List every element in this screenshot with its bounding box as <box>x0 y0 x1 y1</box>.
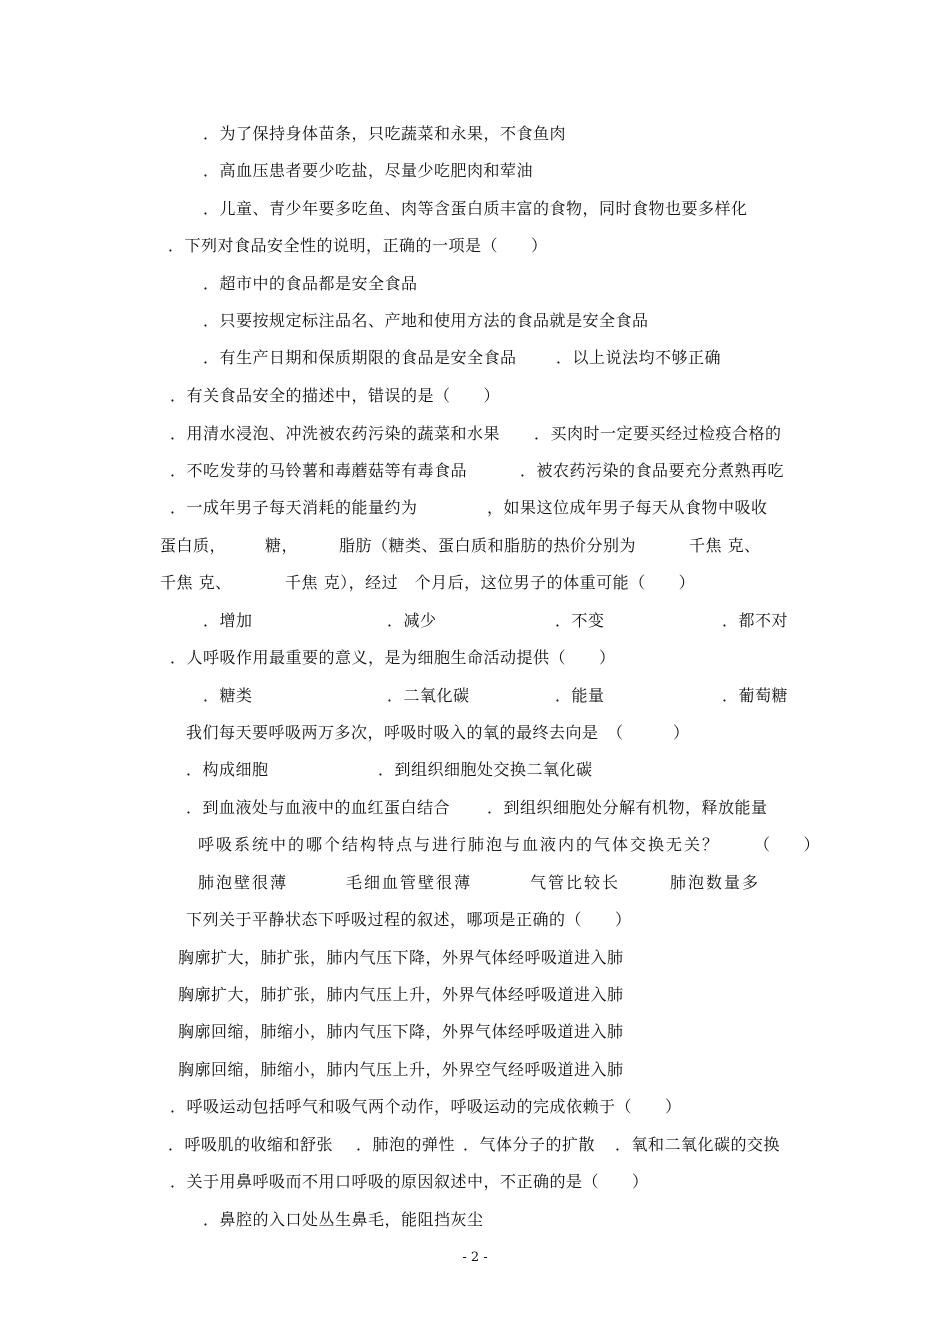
option-text: 毛细血管壁很薄 <box>346 873 473 892</box>
option-text: ．只要按规定标注品名、产地和使用方法的食品就是安全食品 <box>203 311 649 330</box>
option-text: ．到组织细胞处交换二氧化碳 <box>378 760 593 779</box>
option-text: ．买肉时一定要买经过检疫合格的 <box>534 424 782 443</box>
option-text: 肺泡数量多 <box>670 873 761 892</box>
question-text: 千焦 克），经过 个月后，这位男子的体重可能（ ） <box>285 573 696 592</box>
option-text: ．被农药污染的食品要充分煮熟再吃 <box>520 461 785 480</box>
option-text: ．减少 <box>387 611 437 630</box>
question-text: 呼吸系统中的哪个结构特点与进行肺泡与血液内的气体交换无关？ <box>198 835 721 854</box>
option-text: ．氧和二氧化碳的交换 <box>615 1135 781 1154</box>
question-text: 我们每天要呼吸两万多次，呼吸时吸入的氧的最终去向是 （ ） <box>186 723 690 742</box>
option-text: ．用清水浸泡、冲洗被农药污染的蔬菜和水果 <box>170 424 501 443</box>
option-text: ．鼻腔的入口处丛生鼻毛，能阻挡灰尘 <box>203 1210 484 1229</box>
page-number: - 2 - <box>462 1250 488 1265</box>
option-text: ．儿童、青少年要多吃鱼、肉等含蛋白质丰富的食物，同时食物也要多样化 <box>203 199 748 218</box>
question-text: ．有关食品安全的描述中，错误的是（ ） <box>170 386 501 405</box>
option-text: ．不吃发芽的马铃薯和毒蘑菇等有毒食品 <box>170 461 468 480</box>
question-text: ．下列对食品安全性的说明，正确的一项是（ ） <box>168 236 548 255</box>
option-text: ．葡萄糖 <box>722 686 789 705</box>
option-text: ．气体分子的扩散 <box>463 1135 596 1154</box>
question-text: （ ） <box>754 835 821 854</box>
question-text: ．呼吸运动包括呼气和吸气两个动作，呼吸运动的完成依赖于（ ） <box>170 1097 682 1116</box>
question-text: ，如果这位成年男子每天从食物中吸收 <box>487 498 768 517</box>
question-text: 千焦 克、 <box>689 536 761 555</box>
option-text: ．到血液处与血液中的血红蛋白结合 <box>186 798 451 817</box>
question-text: 蛋白质， <box>160 536 227 555</box>
question-text: ．人呼吸作用最重要的意义，是为细胞生命活动提供（ ） <box>170 648 616 667</box>
question-text: 下列关于平静状态下呼吸过程的叙述，哪项是正确的（ ） <box>186 910 632 929</box>
option-text: 气管比较长 <box>530 873 621 892</box>
option-text: 胸廓回缩，肺缩小，肺内气压上升，外界空气经呼吸道进入肺 <box>178 1060 624 1079</box>
option-text: 胸廓回缩，肺缩小，肺内气压下降，外界气体经呼吸道进入肺 <box>178 1022 624 1041</box>
option-text: 肺泡壁很薄 <box>198 873 289 892</box>
question-text: 千焦 克、 <box>160 573 232 592</box>
option-text: ．不变 <box>555 611 605 630</box>
option-text: ．呼吸肌的收缩和舒张 <box>168 1135 334 1154</box>
question-text: 糖， <box>265 536 299 555</box>
question-text: 脂肪（糖类、蛋白质和脂肪的热价分别为 <box>339 536 637 555</box>
question-text: ．关于用鼻呼吸而不用口呼吸的原因叙述中，不正确的是（ ） <box>170 1172 649 1191</box>
option-text: ．到组织细胞处分解有机物，释放能量 <box>487 798 768 817</box>
option-text: ．高血压患者要少吃盐，尽量少吃肥肉和荤油 <box>203 161 534 180</box>
option-text: ．糖类 <box>203 686 253 705</box>
option-text: ．为了保持身体苗条，只吃蔬菜和永果，不食鱼肉 <box>203 124 567 143</box>
option-text: ．以上说法均不够正确 <box>556 348 722 367</box>
option-text: 胸廓扩大，肺扩张，肺内气压上升，外界气体经呼吸道进入肺 <box>178 985 624 1004</box>
option-text: ．二氧化碳 <box>387 686 470 705</box>
option-text: ．构成细胞 <box>186 760 269 779</box>
option-text: ．能量 <box>555 686 605 705</box>
option-text: 胸廓扩大，肺扩张，肺内气压下降，外界气体经呼吸道进入肺 <box>178 948 624 967</box>
option-text: ．肺泡的弹性 <box>356 1135 456 1154</box>
option-text: ．增加 <box>203 611 253 630</box>
option-text: ．超市中的食品都是安全食品 <box>203 274 418 293</box>
question-text: ．一成年男子每天消耗的能量约为 <box>170 498 418 517</box>
option-text: ．都不对 <box>722 611 789 630</box>
option-text: ．有生产日期和保质期限的食品是安全食品 <box>203 348 517 367</box>
